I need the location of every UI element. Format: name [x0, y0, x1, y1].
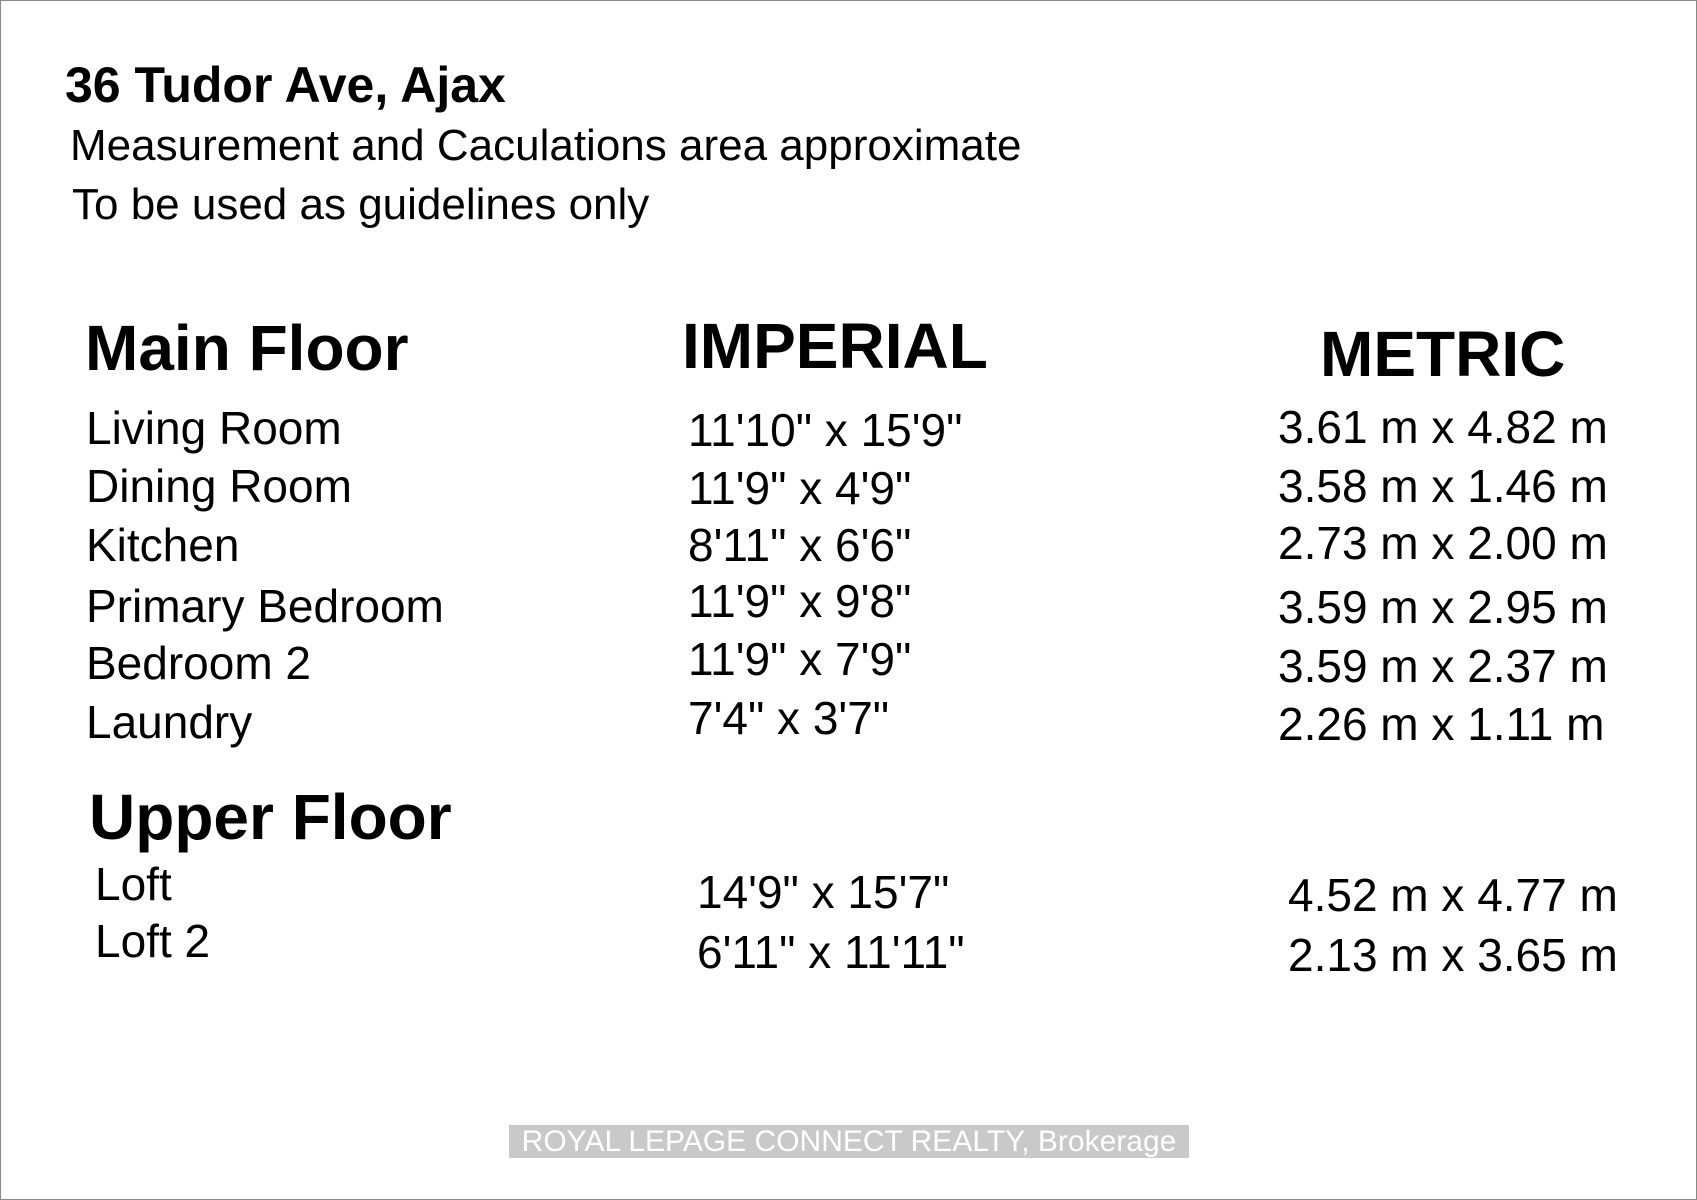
upper-floor-heading: Upper Floor	[89, 781, 452, 853]
metric-primary-bedroom: 3.59 m x 2.95 m	[1278, 581, 1608, 633]
imperial-kitchen: 8'11" x 6'6"	[688, 519, 912, 571]
imperial-living-room: 11'10" x 15'9"	[688, 404, 963, 456]
room-name-loft-2: Loft 2	[95, 915, 211, 967]
metric-kitchen: 2.73 m x 2.00 m	[1278, 517, 1608, 569]
metric-loft-2: 2.13 m x 3.65 m	[1288, 929, 1618, 981]
room-name-primary-bedroom: Primary Bedroom	[86, 580, 444, 632]
imperial-primary-bedroom: 11'9" x 9'8"	[688, 575, 912, 627]
brokerage-watermark: ROYAL LEPAGE CONNECT REALTY, Brokerage	[509, 1125, 1189, 1158]
property-address: 36 Tudor Ave, Ajax	[65, 57, 506, 113]
imperial-bedroom-2: 11'9" x 7'9"	[688, 633, 912, 685]
metric-laundry: 2.26 m x 1.11 m	[1278, 698, 1605, 750]
disclaimer-line-1: Measurement and Caculations area approximate	[70, 121, 1022, 170]
metric-dining-room: 3.58 m x 1.46 m	[1278, 460, 1608, 512]
room-name-bedroom-2: Bedroom 2	[86, 637, 312, 689]
imperial-dining-room: 11'9" x 4'9"	[688, 462, 912, 514]
imperial-laundry: 7'4" x 3'7"	[688, 692, 890, 744]
room-name-laundry: Laundry	[86, 696, 253, 748]
room-name-kitchen: Kitchen	[86, 519, 240, 571]
room-name-loft: Loft	[95, 858, 172, 910]
metric-living-room: 3.61 m x 4.82 m	[1278, 401, 1608, 453]
disclaimer-line-2: To be used as guidelines only	[72, 180, 650, 229]
metric-bedroom-2: 3.59 m x 2.37 m	[1278, 640, 1608, 692]
imperial-loft-2: 6'11" x 11'11"	[697, 926, 965, 978]
metric-loft: 4.52 m x 4.77 m	[1288, 869, 1618, 921]
metric-column-heading: METRIC	[1320, 318, 1566, 390]
main-floor-heading: Main Floor	[85, 312, 409, 384]
imperial-loft: 14'9" x 15'7"	[697, 866, 950, 918]
room-name-dining-room: Dining Room	[86, 460, 352, 512]
imperial-column-heading: IMPERIAL	[682, 310, 988, 382]
room-name-living-room: Living Room	[86, 402, 342, 454]
